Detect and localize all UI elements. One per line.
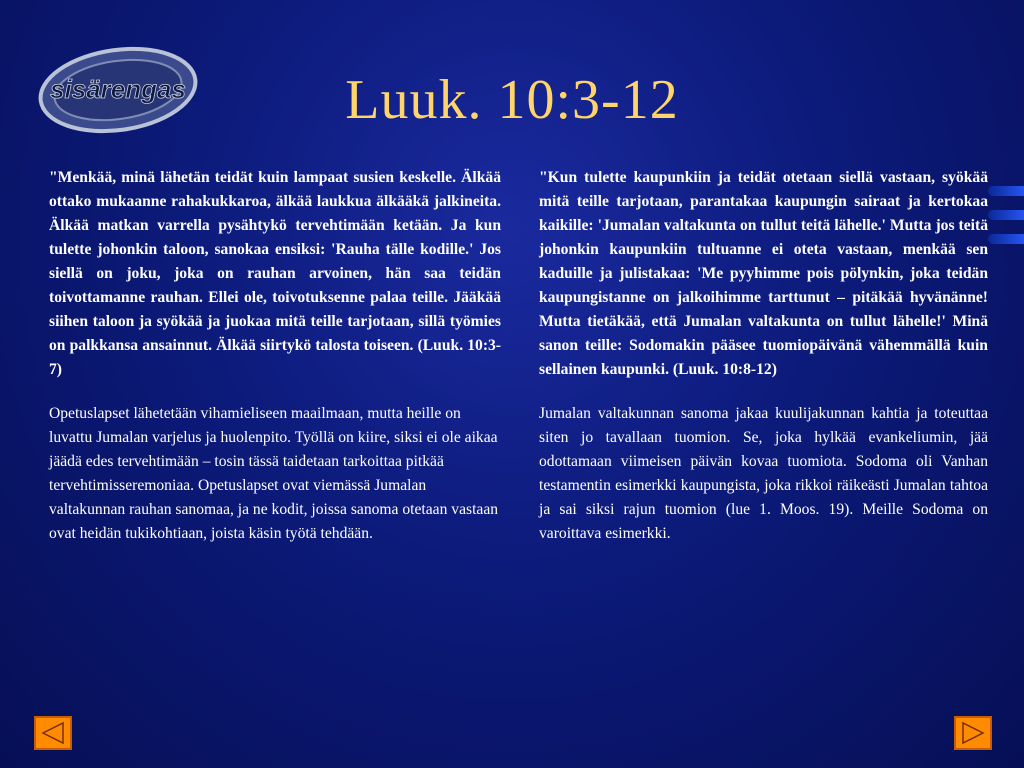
left-commentary: Opetuslapset lähetetään vihamieliseen maailmaan, mutta heille on luvattu Jumalan varjelus ja huolenpito. Työllä on kiire, siksi ei ole aikaa jäädä edes tervehtimään – tosin tässä taidetaan tarkoittaa pitkää tervehtimisseremoniaa. Opetuslapset ovat viemässä Jumalan valtakunnan rauhan sanomaa, ja ne kodit, joissa sanoma otetaan vastaan ovat heidän tukikohtiaan, joista käsin työtä tehdään. [49, 405, 499, 542]
triangle-left-icon [38, 720, 68, 746]
decorative-edge-bar [988, 210, 1024, 220]
right-commentary: Jumalan valtakunnan sanoma jakaa kuulijakunnan kahtia ja toteuttaa siten jo tavallaan tuomion. Se, joka hylkää evankeliumin, jää odottamaan viimeisen päivän kovaa tuomiota. Sodoma oli Vanhan testamentin esimerkki kaupungista, joka rikkoi räikeästi Jumalan tahtoa ja sai siksi rajun tuomion (lue 1. Moos. 19). Meille Sodoma on varoittava esimerkki. [539, 405, 988, 542]
next-slide-button[interactable] [954, 716, 992, 750]
right-column [539, 166, 988, 566]
slide-title: Luuk. 10:3-12 [345, 69, 679, 131]
decorative-edge-bar [988, 186, 1024, 196]
right-quote: "Kun tulette kaupunkiin ja teidät otetaan siellä vastaan, syökää mitä teille tarjotaan, parantakaa kaupungin sairaat ja kertokaa kaikille: 'Jumalan valtakunta on tullut teitä lähelle.' Mutta jos teitä johonkin kaupunkiin tultuanne ei oteta vastaan, menkää sen kaduille ja julistakaa: 'Me pyyhimme pois pölynkin, joka teidän kaupungistanne on jalkoihimme tarttunut – pitäkää hyvänänne! Mutta tietäkää, että Jumalan valtakunta on tullut lähelle!' Minä sanon teille: Sodomakin pääsee tuomiopäivänä vähemmällä kuin sellainen kaupunki. (Luuk. 10:8-12) [539, 169, 988, 378]
logo-text: sisärengas [50, 74, 186, 104]
left-quote: "Menkää, minä lähetän teidät kuin lampaat susien keskelle. Älkää ottako mukaanne rahakukkaroa, älkää laukkua älkääkä jalkineita. Älkää matkan varrella pysähtykö tervehtimään ketään. Ja kun tulette johonkin taloon, sanokaa ensiksi: 'Rauha tälle kodille.' Jos siellä on joku, joka on rauhan arvoinen, hän saa teidän toivottamanne rauhan. Ellei ole, toivotuksenne palaa teille. Jääkää siihen taloon ja syökää ja juokaa mitä teille tarjotaan, sillä työmies on palkkansa ansainnut. Älkää siirtykö talosta toiseen. (Luuk. 10:3-7) [49, 169, 501, 378]
previous-slide-button[interactable] [34, 716, 72, 750]
decorative-edge-bar [988, 234, 1024, 244]
left-column [49, 166, 501, 566]
triangle-right-icon [958, 720, 988, 746]
